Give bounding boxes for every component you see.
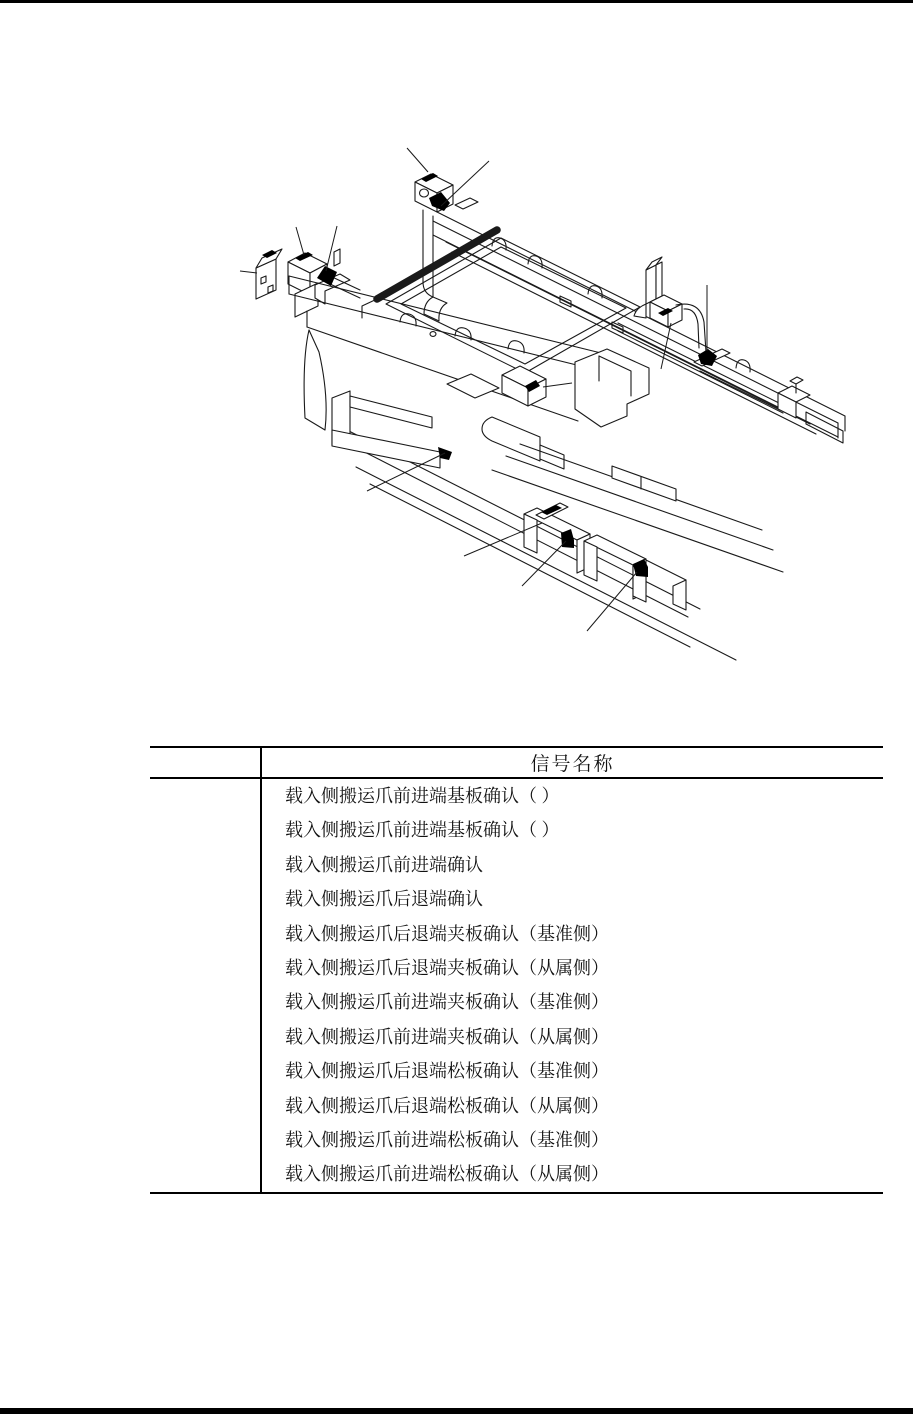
table-row: 载入侧搬运爪后退端夹板确认（基准侧） [285,923,609,944]
signal-table-header: 信号名称 [530,754,615,775]
table-row: 载入侧搬运爪前进端基板确认（ ） [285,786,560,806]
sensor-mark [698,349,717,366]
signal-table-header-row [150,748,883,779]
machine-isometric-diagram [0,0,913,700]
table-row: 载入侧搬运爪前进端确认 [285,854,483,875]
signal-table-rows [262,779,883,1192]
table-row: 载入侧搬运爪前进端松板确认（基准侧） [285,1129,609,1150]
table-row: 载入侧搬运爪后退端松板确认（从属侧） [285,1095,609,1116]
page-bottom-rule [0,1408,913,1414]
leader-line [587,572,637,631]
leader-line [407,148,428,172]
table-row: 载入侧搬运爪后退端夹板确认（从属侧） [285,957,609,978]
table-row: 载入侧搬运爪前进端基板确认（ ） [285,820,560,841]
leader-line [296,227,304,255]
signal-table-left-column [150,779,262,1192]
leader-line [240,271,257,273]
table-row: 载入侧搬运爪前进端松板确认（从属侧） [285,1164,609,1185]
table-row: 载入侧搬运爪后退端松板确认（基准侧） [285,1061,609,1082]
leader-line [661,323,671,369]
table-row: 载入侧搬运爪后退端确认 [285,889,483,910]
leader-line [543,383,572,387]
signal-table-body [150,779,883,1192]
table-row: 载入侧搬运爪前进端夹板确认（基准侧） [285,992,609,1013]
table-row: 载入侧搬运爪前进端夹板确认（从属侧） [285,1026,609,1047]
signal-table [150,746,883,1194]
signal-table-header-left-cell [150,748,262,777]
